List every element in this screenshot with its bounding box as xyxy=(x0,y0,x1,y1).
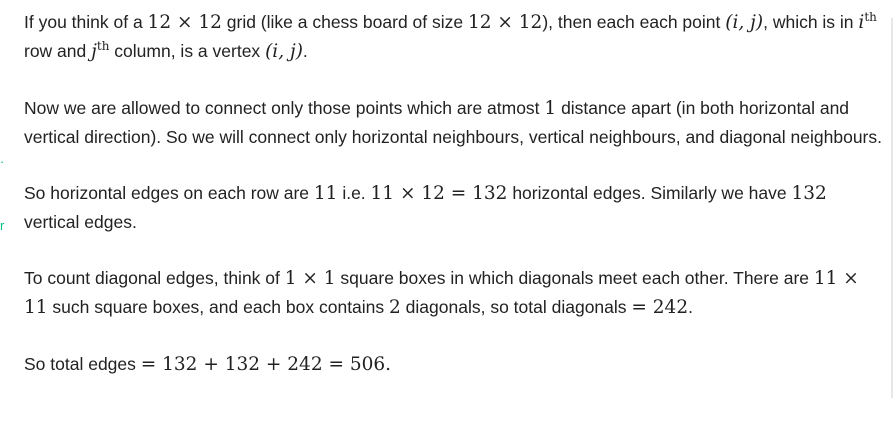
text-run: ), then each each point xyxy=(542,12,726,32)
math-expression: = 242 xyxy=(631,297,689,318)
math-expression: 2 xyxy=(389,297,401,318)
text-run: . xyxy=(688,297,693,317)
superscript: th xyxy=(864,9,877,24)
math-expression: 11 × 12 = 132 xyxy=(370,183,508,204)
text-run: Now we are allowed to connect only those points which are atmost xyxy=(24,98,545,118)
text-run: To count diagonal edges, think of xyxy=(24,268,285,288)
text-run: i.e. xyxy=(337,183,371,203)
paragraph-straight-edges xyxy=(24,179,884,236)
text-run: , which is in xyxy=(763,12,859,32)
paragraph-diagonal-edges xyxy=(24,264,884,322)
solution-text xyxy=(24,8,884,407)
text-run: So horizontal edges on each row are xyxy=(24,183,314,203)
margin-dot-mark: · xyxy=(0,154,5,169)
math-expression: 1 × 1 xyxy=(284,268,336,289)
paragraph-connection-rule xyxy=(24,94,884,151)
math-expression: 11 xyxy=(313,183,338,204)
math-variable: i xyxy=(858,12,865,33)
text-run: vertical edges. xyxy=(24,212,137,232)
text-run: such square boxes, and each box contains xyxy=(47,297,390,317)
math-expression: 12 × 12 xyxy=(147,12,222,33)
paragraph-total-edges xyxy=(24,350,884,379)
text-run: row and xyxy=(24,41,92,61)
text-run: horizontal edges. Similarly we have xyxy=(507,183,792,203)
math-expression: 1 xyxy=(544,98,557,119)
superscript: th xyxy=(96,38,110,53)
text-run: . xyxy=(302,41,308,61)
margin-r-mark: r xyxy=(0,218,5,233)
math-expression: = 132 + 132 + 242 = 506. xyxy=(140,354,392,375)
paragraph-grid-definition xyxy=(24,8,884,66)
text-run: distance apart (in both horizontal and vertical direction). So we will connect only horizontal neighbours, vertical neighbours, and diagonal neighbours. xyxy=(24,98,882,147)
text-run: diagonals, so total diagonals xyxy=(400,297,632,317)
text-run: grid (like a chess board of size xyxy=(221,12,468,32)
math-expression: 12 × 12 xyxy=(467,12,543,33)
text-run: If you think of a xyxy=(24,12,148,32)
math-variable: (i, j) xyxy=(725,12,764,33)
text-run: square boxes in which diagonals meet each other. There are xyxy=(335,268,814,288)
text-run: So total edges xyxy=(24,354,141,374)
math-variable: (i, j) xyxy=(265,41,303,62)
math-expression: 11 × 11 xyxy=(24,268,859,318)
math-variable: j xyxy=(91,41,97,62)
math-expression: 132 xyxy=(791,183,827,204)
text-run: column, is a vertex xyxy=(109,41,266,61)
